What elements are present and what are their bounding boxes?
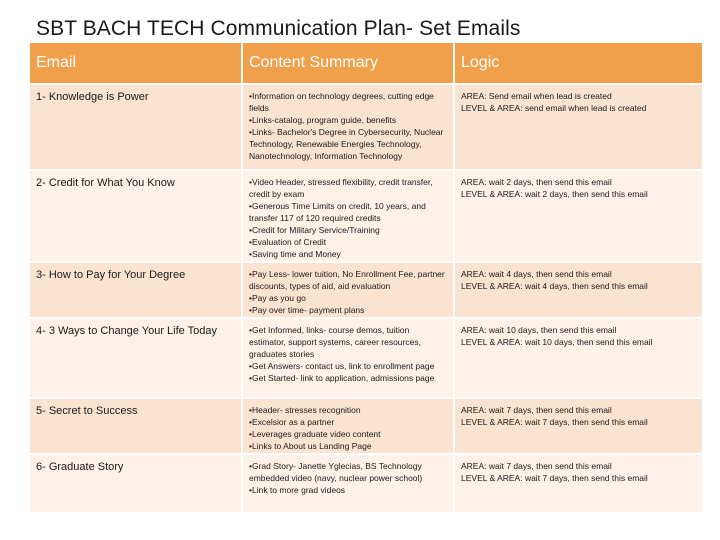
- content-bullet: •Pay over time- payment plans: [249, 305, 365, 315]
- content-summary-cell: [242, 398, 454, 454]
- slide-title: SBT BACH TECH Communication Plan- Set Emails: [36, 17, 521, 40]
- content-bullet: •Get Answers- contact us, link to enrollment page: [249, 361, 435, 371]
- header-content-summary: Content Summary: [242, 43, 454, 84]
- content-summary-cell: [242, 84, 454, 170]
- content-bullet: •Leverages graduate video content: [249, 429, 381, 439]
- logic-cell: [454, 318, 702, 398]
- table-row: [30, 84, 702, 170]
- table-row: [30, 454, 702, 512]
- content-bullet: •Get Started- link to application, admissions page: [249, 373, 435, 383]
- logic-cell: [454, 454, 702, 512]
- content-summary-cell: [242, 170, 454, 262]
- email-name-cell: 1- Knowledge is Power: [30, 84, 242, 170]
- table-body: [30, 84, 702, 512]
- logic-rule: LEVEL & AREA: wait 7 days, then send this email: [461, 417, 648, 427]
- content-bullet: •Links-catalog, program guide, benefits: [249, 115, 397, 125]
- content-bullet: •Information on technology degrees, cutting edge fields: [249, 91, 434, 113]
- content-summary-cell: [242, 454, 454, 512]
- header-email: Email: [30, 43, 242, 84]
- logic-rule: LEVEL & AREA: wait 4 days, then send this email: [461, 281, 648, 291]
- content-bullet: •Links to About us Landing Page: [249, 441, 372, 451]
- communication-plan-table: [30, 43, 702, 512]
- content-bullet: •Get Informed, links- course demos, tuition estimator, support systems, career resources, graduates stories: [249, 325, 421, 359]
- content-bullet: •Generous Time Limits on credit, 10 years, and transfer 117 of 120 required credits: [249, 201, 426, 223]
- content-bullet: •Header- stresses recognition: [249, 405, 361, 415]
- email-name-cell: 2- Credit for What You Know: [30, 170, 242, 262]
- logic-cell: [454, 84, 702, 170]
- table-header-row: [30, 43, 702, 84]
- header-logic: Logic: [454, 43, 702, 84]
- email-name-cell: 5- Secret to Success: [30, 398, 242, 454]
- logic-rule: LEVEL & AREA: send email when lead is created: [461, 103, 647, 113]
- email-name-cell: 6- Graduate Story: [30, 454, 242, 512]
- logic-rule: AREA: wait 7 days, then send this email: [461, 461, 612, 471]
- logic-rule: LEVEL & AREA: wait 7 days, then send this email: [461, 473, 648, 483]
- content-bullet: •Grad Story- Janette Yglecias, BS Technology embedded video (navy, nuclear power school): [249, 461, 423, 483]
- logic-cell: [454, 262, 702, 318]
- email-name-cell: 3- How to Pay for Your Degree: [30, 262, 242, 318]
- table-row: [30, 398, 702, 454]
- content-bullet: •Video Header, stressed flexibility, credit transfer, credit by exam: [249, 177, 433, 199]
- content-summary-cell: [242, 318, 454, 398]
- content-bullet: •Evaluation of Credit: [249, 237, 327, 247]
- content-bullet: •Pay Less- lower tuition, No Enrollment Fee, partner discounts, types of aid, aid evaluation: [249, 269, 445, 291]
- logic-cell: [454, 170, 702, 262]
- table-row: [30, 170, 702, 262]
- table-row: [30, 318, 702, 398]
- logic-rule: AREA: wait 2 days, then send this email: [461, 177, 612, 187]
- logic-rule: AREA: wait 7 days, then send this email: [461, 405, 612, 415]
- logic-rule: AREA: wait 10 days, then send this email: [461, 325, 617, 335]
- content-bullet: •Links- Bachelor's Degree in Cybersecurity, Nuclear Technology, Renewable Energies Technology, Nanotechnology, Information Technology: [249, 127, 444, 161]
- logic-rule: AREA: wait 4 days, then send this email: [461, 269, 612, 279]
- content-bullet: •Credit for Military Service/Training: [249, 225, 380, 235]
- logic-cell: [454, 398, 702, 454]
- table-row: [30, 262, 702, 318]
- content-summary-cell: [242, 262, 454, 318]
- logic-rule: LEVEL & AREA: wait 10 days, then send this email: [461, 337, 653, 347]
- logic-rule: AREA: Send email when lead is created: [461, 91, 612, 101]
- content-bullet: •Saving time and Money: [249, 249, 341, 259]
- email-name-cell: 4- 3 Ways to Change Your Life Today: [30, 318, 242, 398]
- logic-rule: LEVEL & AREA: wait 2 days, then send this email: [461, 189, 648, 199]
- content-bullet: •Excelsior as a partner: [249, 417, 335, 427]
- content-bullet: •Pay as you go: [249, 293, 306, 303]
- content-bullet: •Link to more grad videos: [249, 485, 346, 495]
